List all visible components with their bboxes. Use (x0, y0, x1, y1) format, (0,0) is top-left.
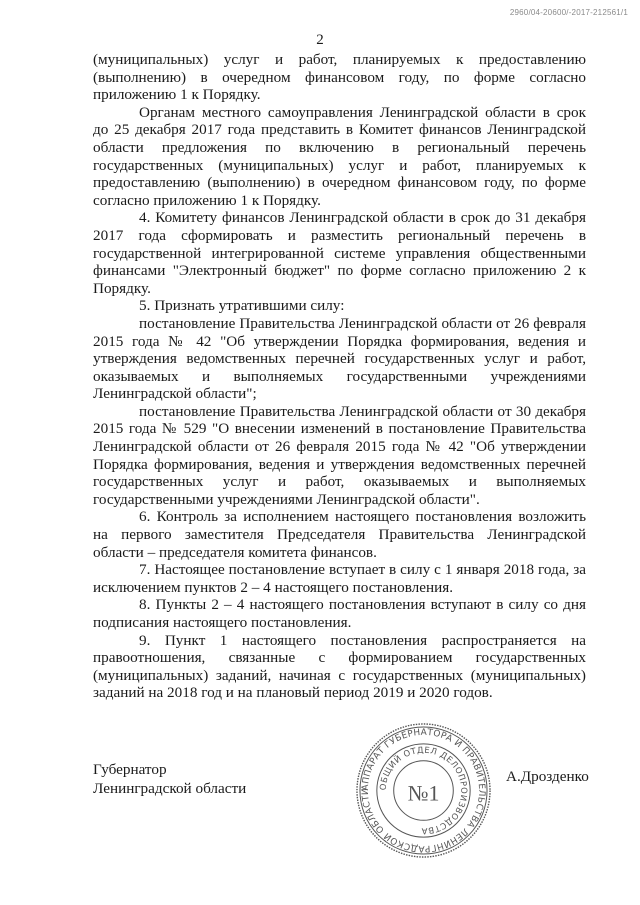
seal-number: №1 (407, 781, 440, 806)
paragraph-item-6: 6. Контроль за исполнением настоящего постановления возложить на первого заместителя Председателя Правительства Ленинградской области – председателя комитета финансов. (93, 508, 586, 561)
paragraph-item-7: 7. Настоящее постановление вступает в силу с 1 января 2018 года, за исключением пунктов 2 – 4 настоящего постановления. (93, 561, 586, 596)
signature-position-line2: Ленинградской области (93, 780, 247, 797)
signer-name: А.Дрозденко (506, 768, 589, 785)
signature-position (93, 760, 246, 798)
paragraph-item-5: 5. Признать утратившими силу: (139, 297, 345, 315)
paragraph-repealed-decree-42: постановление Правительства Ленинградской области от 26 февраля 2015 года № 42 "Об утверждении Порядка формирования, ведения и утверждения ведомственных перечней государственных услуг и работ, оказываемых и выполняемых государственными учреждениями Ленинградской области"; (93, 314, 586, 403)
paragraph-item-8: 8. Пункты 2 – 4 настоящего постановления вступают в силу со дня подписания настоящего постановления. (93, 596, 586, 631)
page-number: 2 (316, 32, 324, 48)
official-seal (354, 721, 493, 860)
seal-outer-text: АППАРАТ ГУБЕРНАТОРА И ПРАВИТЕЛЬСТВА ЛЕНИНГРАДСКОЙ ОБЛАСТИ (360, 727, 487, 854)
paragraph-item-9: 9. Пункт 1 настоящего постановления распространяется на правоотношения, связанные с формированием государственных (муниципальных) заданий, начиная с государственных (муниципальных) заданий на 2018 год и на плановый период 2019 и 2020 годов. (93, 631, 586, 702)
paragraph-repealed-decree-529: постановление Правительства Ленинградской области от 30 декабря 2015 года № 529 "О внесении изменений в постановление Правительства Ленинградской области от 26 февраля 2015 года № 42 "Об утверждении Порядка формирования, ведения и утверждения ведомственных перечней государственных услуг и работ, оказываемых и выполняемых государственными учреждениями Ленинградской области". (93, 402, 586, 508)
paragraph-continuation: (муниципальных) услуг и работ, планируемых к предоставлению (выполнению) в очередном финансовом году, по форме согласно приложению 1 к Порядку. (93, 51, 586, 104)
document-body (93, 51, 586, 702)
document-id: 2960/04-20600/-2017-212561/1 (509, 8, 628, 17)
paragraph-local-government: Органам местного самоуправления Ленинградской области в срок до 25 декабря 2017 года представить в Комитет финансов Ленинградской области предложения по включению в региональный перечень государственных (муниципальных) услуг и работ, планируемых к предоставлению (выполнению) в очередном финансовом году, по форме согласно приложению 1 к Порядку. (93, 103, 586, 209)
signature-position-line1: Губернатор (93, 761, 167, 778)
seal-inner-text: ОБЩИЙ ОТДЕЛ ДЕЛОПРОИЗВОДСТВА (377, 744, 470, 837)
paragraph-item-4: 4. Комитету финансов Ленинградской области в срок до 31 декабря 2017 года сформировать и разместить региональный перечень в государственной интегрированной системе управления общественными финансами "Электронный бюджет" по форме согласно приложению 2 к Порядку. (93, 209, 586, 297)
